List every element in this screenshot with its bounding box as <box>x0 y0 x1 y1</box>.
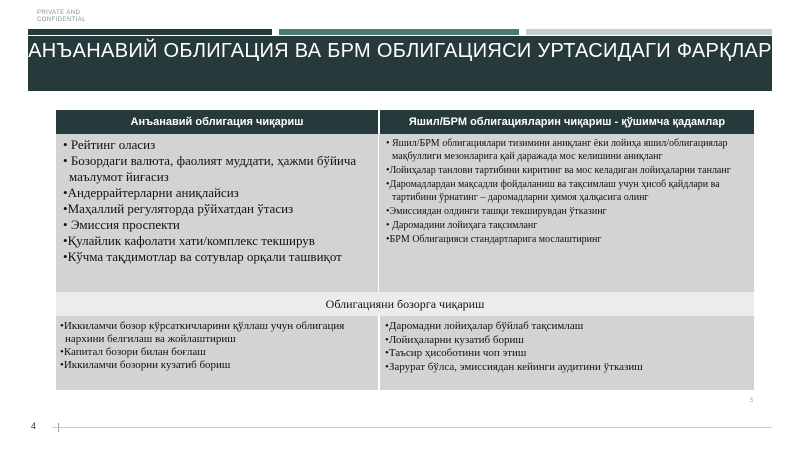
post-launch-green <box>384 320 752 374</box>
list-item: •Таъсир ҳисоботини чоп этиш <box>385 347 527 359</box>
header-traditional: Анъанавий облигация чиқариш <box>56 110 378 134</box>
list-item: •Даромадлардан мақсадли фойдаланиш ва тақсимлаш учун ҳисоб қайдлари ва тартибини ўрнатинг – даромадларни ҳимоя ҳалқасига олинг <box>386 179 720 203</box>
list-item: •Кўчма тақдимотлар ва сотувлар орқали ташвиқот <box>63 249 342 264</box>
list-item: •Андеррайтерларни аниқлайсиз <box>63 185 239 200</box>
post-launch-traditional <box>59 320 375 372</box>
green-bond-steps <box>384 137 752 247</box>
list-item: •Лойиҳаларни кузатиб бориш <box>385 333 524 346</box>
confidential-watermark: PRIVATE AND CONFIDENTIAL <box>37 10 86 23</box>
comparison-table <box>56 110 754 390</box>
list-item: • Бозордаги валюта, фаолият муддати, ҳажми бўйича маълумот йиғасиз <box>63 153 357 184</box>
page-number: 4 <box>31 421 37 431</box>
small-page-marker: 5 <box>750 398 754 404</box>
list-item: •Иккиламчи бозорни кузатиб бориш <box>60 359 231 371</box>
list-item: •Иккиламчи бозор кўрсаткичларини қўллаш учун облигация нархини белгилаш ва жойлаштириш <box>60 320 345 345</box>
list-item: •Капитал бозори билан боғлаш <box>60 346 206 358</box>
list-item: •Лойиҳалар танлови тартибини киритинг ва мос келадиган лойиҳаларни танланг <box>386 165 731 176</box>
header-green-bonds: Яшил/БРМ облигацияларин чиқариш - қўшимча қадамлар <box>380 110 754 134</box>
slide-title: АНЪАНАВИЙ ОБЛИГАЦИЯ ВА БРМ ОБЛИГАЦИЯСИ УРТАСИДАГИ ФАРҚЛАР <box>28 36 772 91</box>
traditional-steps <box>59 137 375 265</box>
accent-bar-dark <box>28 29 272 35</box>
list-item: • Эмиссия проспекти <box>63 217 180 232</box>
list-item: •БРМ Облигацияси стандартларига мослаштиринг <box>386 234 602 245</box>
accent-bar-light <box>526 29 772 35</box>
list-item: •Зарурат бўлса, эмиссиядан кейинги аудитини ўтказиш <box>385 360 643 373</box>
column-divider <box>378 134 379 292</box>
column-divider <box>378 316 380 390</box>
list-item: • Рейтинг оласиз <box>63 137 156 152</box>
list-item: •Эмиссиядан олдинги ташқи текширувдан ўтказинг <box>386 206 607 217</box>
list-item: • Даромадини лойиҳага тақсимланг <box>386 220 538 231</box>
list-item: • Яшил/БРМ облигациялари тизимини аниқланг ёки лойиҳа яшил/облигациялар мақбуллиги мезонларига қай даражада мос келишини аниқланг <box>386 138 728 162</box>
list-item: •Қулайлик кафолати хати/комплекс текширув <box>63 233 315 248</box>
list-item: •Даромадни лойиҳалар бўйлаб тақсимлаш <box>385 320 584 332</box>
market-launch-band: Облигацияни бозорга чиқариш <box>56 292 754 316</box>
footer-line <box>52 427 772 428</box>
list-item: •Маҳаллий регуляторда рўйхатдан ўтасиз <box>63 201 294 216</box>
accent-bar-mid <box>279 29 519 35</box>
